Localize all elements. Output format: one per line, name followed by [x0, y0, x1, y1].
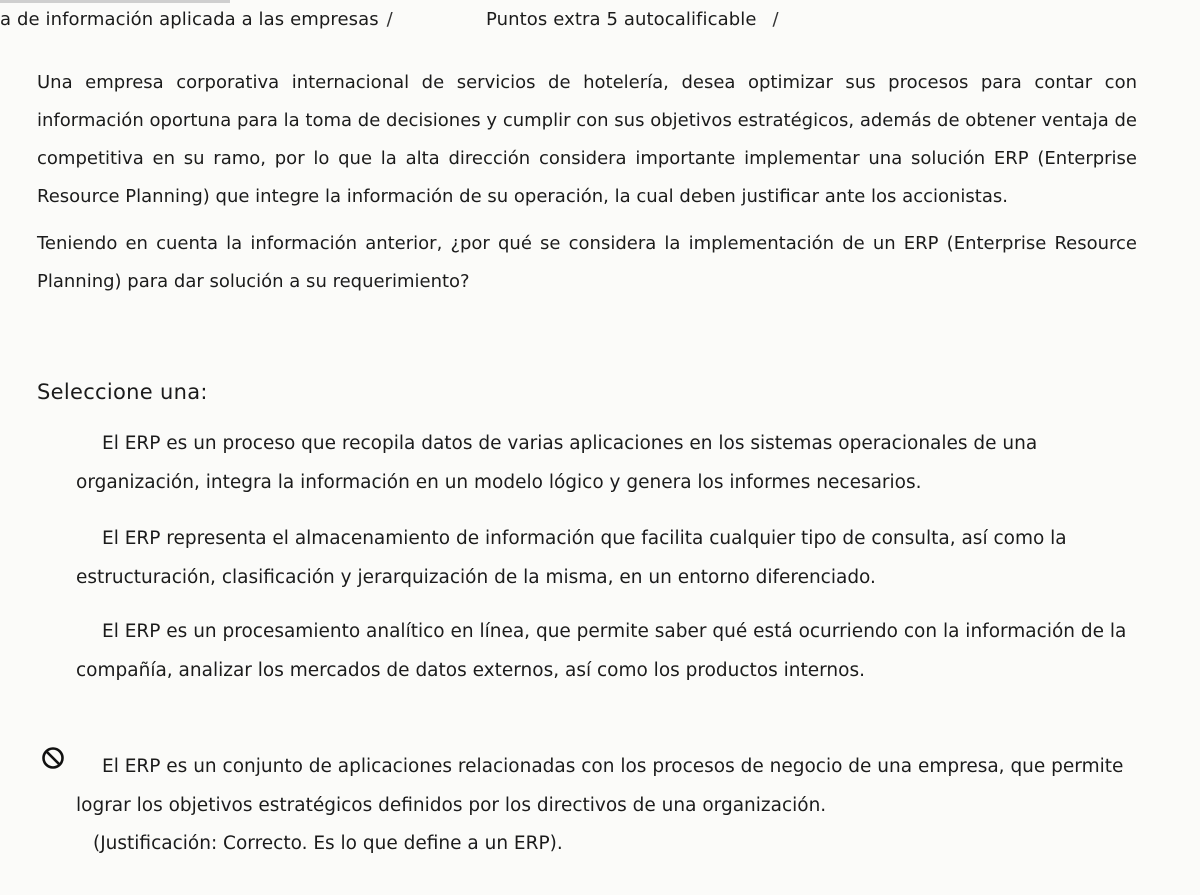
breadcrumb-separator: /	[386, 9, 393, 30]
answer-option-3-text: El ERP es un procesamiento analítico en línea, que permite saber qué está ocurriendo con la información de la compañía, analizar los mercados de datos externos, así como los productos internos.	[76, 621, 1127, 681]
answer-option-4-text: El ERP es un conjunto de aplicaciones relacionadas con los procesos de negocio de una empresa, que permite lograr los objetivos estratégicos definidos por los directivos de una organización.	[76, 756, 1124, 816]
answer-option-3[interactable]	[76, 612, 1146, 690]
breadcrumb-item-course-label: a de información aplicada a las empresas	[0, 9, 379, 30]
answer-option-1-text: El ERP es un proceso que recopila datos de varias aplicaciones en los sistemas operacionales de una organización, integra la información en un modelo lógico y genera los informes necesarios.	[76, 433, 1038, 493]
question-paragraph-context: Una empresa corporativa internacional de servicios de hotelería, desea optimizar sus procesos para contar con información oportuna para la toma de decisiones y cumplir con sus objetivos estratégicos, además de obtener ventaja de competitiva en su ramo, por lo que la alta dirección considera importante implementar una solución ERP (Enterprise Resource Planning) que integre la información de su operación, la cual deben justificar ante los accionistas.	[37, 72, 1137, 207]
answer-option-2[interactable]	[76, 519, 1146, 597]
answer-option-1[interactable]	[76, 424, 1146, 502]
breadcrumb-item-course[interactable]	[0, 9, 486, 30]
answer-option-4[interactable]	[76, 747, 1146, 825]
answer-justification: (Justificación: Correcto. Es lo que define a un ERP).	[93, 833, 563, 854]
breadcrumb-separator: /	[772, 9, 779, 30]
breadcrumb	[0, 9, 779, 30]
question-text	[37, 64, 1137, 301]
breadcrumb-item-quiz-label: Puntos extra 5 autocalificable	[486, 9, 757, 30]
answer-option-2-text: El ERP representa el almacenamiento de información que facilita cualquier tipo de consulta, así como la estructuración, clasificación y jerarquización de la misma, en un entorno diferenciado.	[76, 528, 1067, 588]
answer-prompt: Seleccione una:	[37, 380, 208, 404]
breadcrumb-item-quiz[interactable]	[486, 9, 779, 30]
prohibited-circle-icon	[41, 746, 65, 770]
question-paragraph-ask: Teniendo en cuenta la información anterior, ¿por qué se considera la implementación de un ERP (Enterprise Resource Planning) para dar solución a su requerimiento?	[37, 233, 1137, 292]
top-divider	[0, 0, 230, 3]
